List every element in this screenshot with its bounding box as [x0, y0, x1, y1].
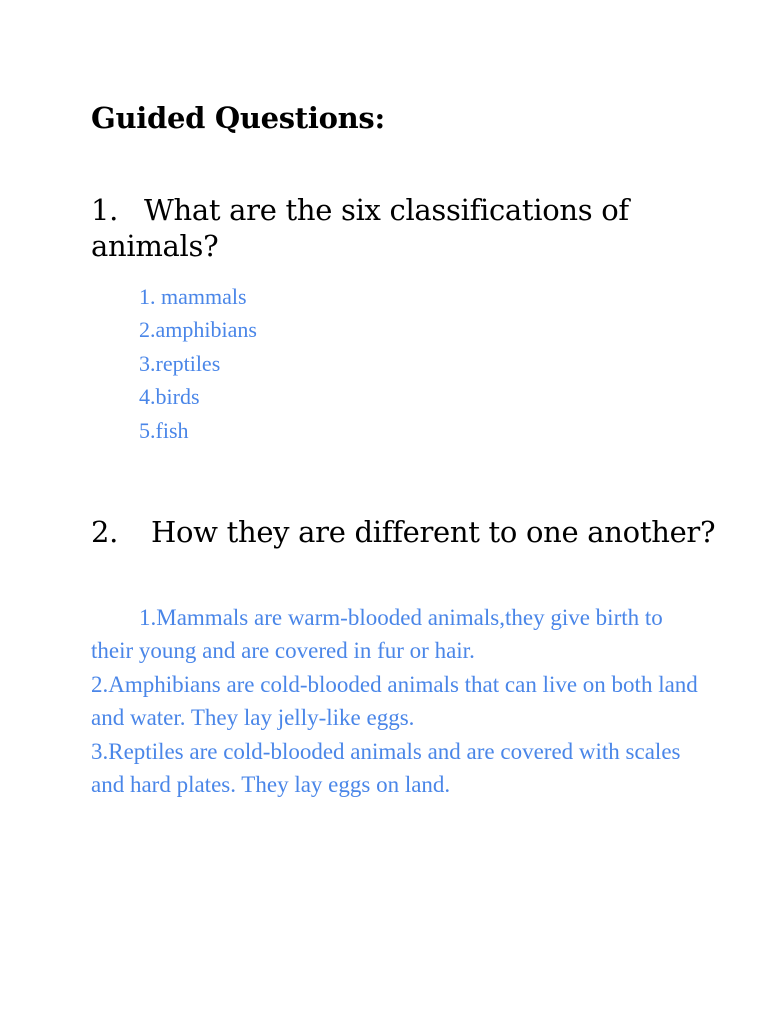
answer-paragraph-reptiles: 3.Reptiles are cold-blooded animals and are covered with scales and hard plates. They lay eggs on land.	[91, 738, 681, 798]
page-title: Guided Questions:	[91, 101, 385, 135]
answer-paragraph-amphibians: 2.Amphibians are cold-blooded animals that can live on both land and water. They lay jelly-like eggs.	[91, 671, 698, 731]
list-item: 2.amphibians	[139, 317, 257, 343]
list-item: 1. mammals	[139, 284, 247, 309]
answer-block-differences	[91, 601, 701, 801]
question-text: What are the six classifications of animals?	[91, 193, 629, 263]
question-2	[91, 514, 731, 550]
question-number: 2.	[91, 515, 119, 549]
answer-list-classifications	[139, 280, 257, 447]
list-item: 3.reptiles	[139, 350, 221, 376]
question-text: How they are different to one another?	[151, 515, 716, 549]
answer-paragraph-mammals: 1.Mammals are warm-blooded animals,they give birth to their young and are covered in fur or hair.	[91, 605, 663, 664]
list-item: 4.birds	[139, 384, 200, 410]
question-1	[91, 192, 731, 264]
list-item: 5.fish	[139, 417, 189, 443]
question-number: 1.	[91, 193, 119, 227]
